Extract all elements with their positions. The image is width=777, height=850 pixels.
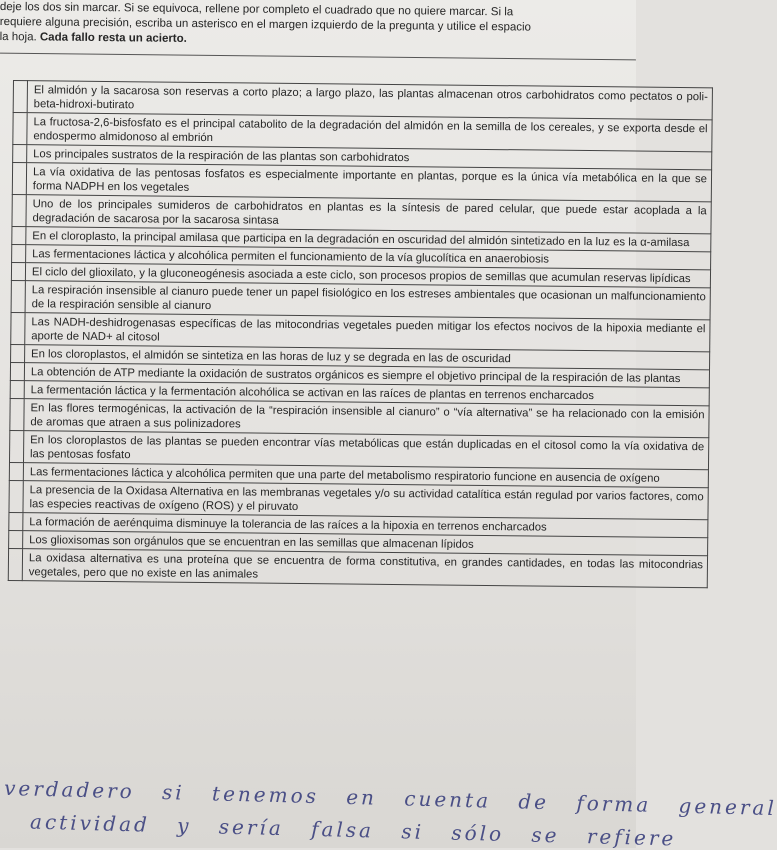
answer-box[interactable] <box>9 512 23 530</box>
statement-text: El ciclo del glioxilato, y la gluconeogénesis asociada a este ciclo, son procesos propios de semillas que acumulan reservas lipídicas <box>25 263 710 288</box>
answer-box[interactable] <box>9 462 23 480</box>
statement-text: La presencia de la Oxidasa Alternativa en las membranas vegetales y/o su actividad catalítica están regulad por varios factores, como las especies reactivas de oxígeno (ROS) y el piruvato <box>23 481 708 520</box>
answer-box[interactable] <box>9 480 23 512</box>
statement-text: La vía oxidativa de las pentosas fosfatos es especialmente importante en plantas, porque es la única vía metabólica en la que se forma NADPH en los vegetales <box>26 163 711 202</box>
instructions-line-1-text: deje los dos sin marcar. Si se equivoca, rellene por completo el cuadrado que no quiere marcar. Si la <box>0 0 514 19</box>
answer-box[interactable] <box>10 362 24 380</box>
statement-text: Uno de los principales sumideros de carbohidratos en plantas es la síntesis de pared celular, que puede estar acoplada a la degradación de sacarosa por la sacarosa sintasa <box>26 195 711 234</box>
answer-box[interactable] <box>9 430 23 462</box>
handwritten-note <box>0 775 777 850</box>
statement-text: Las fermentaciones láctica y alcohólica permiten el funcionamiento de la vía glucolítica en anaerobiosis <box>26 245 711 270</box>
divider <box>0 53 636 61</box>
answer-box[interactable] <box>11 262 25 280</box>
answer-box[interactable] <box>10 380 24 398</box>
handwritten-line-2: actividad y sería falsa si sólo se refiere <box>29 809 677 850</box>
answer-box[interactable] <box>12 163 26 195</box>
statement-text: En los cloroplastos, el almidón se sintetiza en las horas de luz y se degrada en las de oscuridad <box>24 345 709 370</box>
statement-text: La fructosa-2,6-bisfosfato es el principal catabolito de la degradación del almidón en la semilla de los cereales, y se exporta desde el endospermo almidonoso al embrión <box>27 113 712 152</box>
instructions-penalty-note: Cada fallo resta un acierto. <box>39 31 187 45</box>
answer-box[interactable] <box>12 194 26 226</box>
statement-row <box>8 548 707 587</box>
statement-text: Los glioxisomas son orgánulos que se encuentran en las semillas que almacenan lípidos <box>23 531 708 556</box>
statement-text: La oxidasa alternativa es una proteína que se encuentra de forma constitutiva, en grandes cantidades, en todas las mitocondrias vegetales, pero que no existe en las animales <box>22 549 707 588</box>
answer-box[interactable] <box>13 81 27 113</box>
statement-text: La respiración insensible al cianuro puede tener un papel fisiológico en los estreses ambientales que ocasionan un malfuncionamiento de la respiración sensible al cianuro <box>25 281 710 320</box>
answer-box[interactable] <box>10 398 24 430</box>
statement-text: La obtención de ATP mediante la oxidación de sustratos orgánicos es siempre el objetivo principal de la respiración de las plantas <box>24 363 709 388</box>
statement-text: Las fermentaciones láctica y alcohólica permiten que una parte del metabolismo respiratorio funcione en ausencia de oxígeno <box>23 463 708 488</box>
instructions-line-3-normal: la hoja. <box>0 30 37 44</box>
answer-box[interactable] <box>12 226 26 244</box>
statement-text: El almidón y la sacarosa son reservas a corto plazo; a largo plazo, las plantas almacenan otros carbohidratos como pectatos o poli-beta-hidroxi-butirato <box>27 81 712 120</box>
statement-text: La formación de aerénquima disminuye la tolerancia de las raíces a la hipoxia en terrenos encharcados <box>23 513 708 538</box>
statement-text: En el cloroplasto, la principal amilasa que participa en la degradación en oscuridad del almidón sintetizado en la luz es la α-amilasa <box>26 227 711 252</box>
answer-box[interactable] <box>11 312 25 344</box>
statement-text: Los principales sustratos de la respiración de las plantas son carbohidratos <box>27 145 712 170</box>
statement-text: La fermentación láctica y la fermentación alcohólica se activan en las raíces de plantas en terrenos encharcados <box>24 381 709 406</box>
statements-table <box>8 80 713 588</box>
answer-box[interactable] <box>13 145 27 163</box>
answer-box[interactable] <box>13 113 27 145</box>
answer-box[interactable] <box>8 548 22 580</box>
statement-text: En los cloroplastos de las plantas se pueden encontrar vías metabólicas que están duplicadas en el citosol como la vía oxidativa de las pentosas fosfato <box>23 431 708 470</box>
answer-box[interactable] <box>11 344 25 362</box>
instructions <box>0 0 650 52</box>
answer-box[interactable] <box>12 244 26 262</box>
answer-box[interactable] <box>9 530 23 548</box>
statement-text: Las NADH-deshidrogenasas específicas de las mitocondrias vegetales pueden mitigar los efectos nocivos de la hipoxia mediante el aporte de NAD+ al citosol <box>25 313 710 352</box>
statement-text: En las flores termogénicas, la activación de la “respiración insensible al cianuro” o “vía alternativa” se ha relacionado con la emisión de aromas que atraen a sus polinizadores <box>24 399 709 438</box>
handwritten-line-1: verdadero si tenemos en cuenta de forma general <box>3 775 777 821</box>
instructions-line-2: requiere alguna precisión, escriba un asterisco en el margen izquierdo de la pregunta y utilice el espacio <box>0 15 532 34</box>
answer-box[interactable] <box>11 280 25 312</box>
